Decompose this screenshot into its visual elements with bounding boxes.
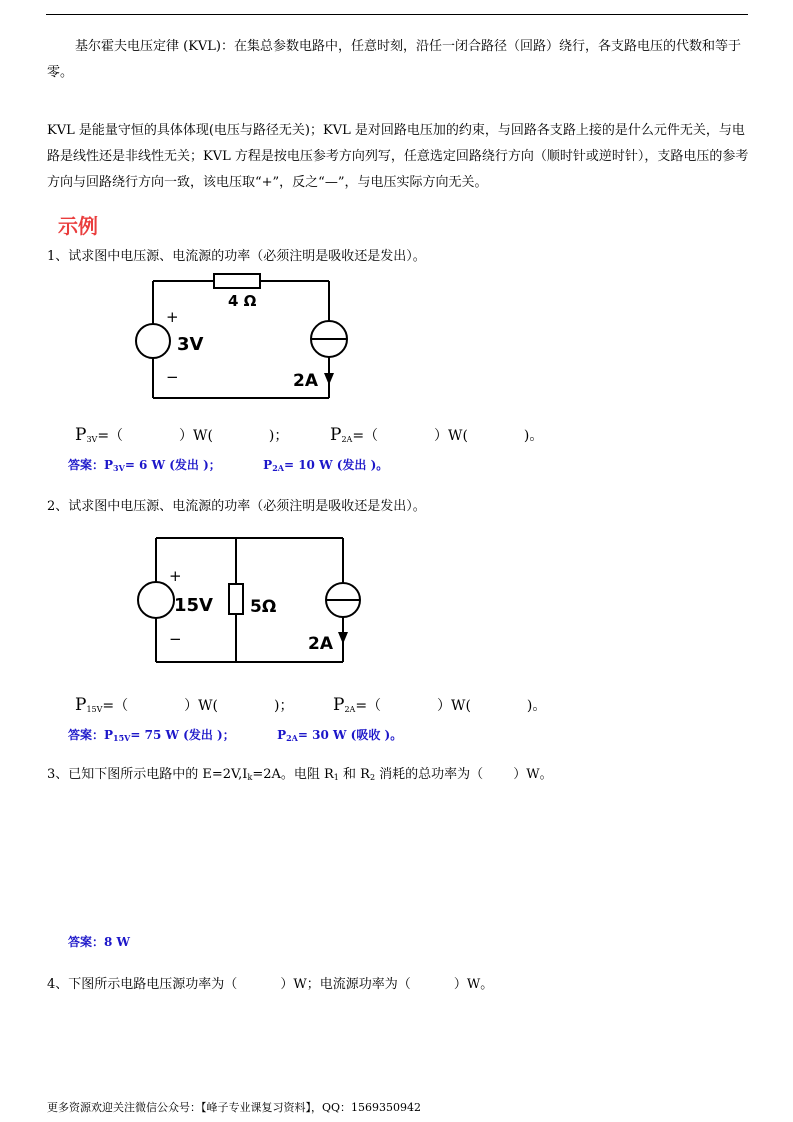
current-label: 2A (308, 634, 333, 654)
voltage-label: 15V (174, 595, 213, 616)
current-arrow (338, 632, 348, 644)
question-1: 1、试求图中电压源、电流源的功率（必须注明是吸收还是发出）。 (47, 249, 426, 264)
question-4: 4、下图所示电路电压源功率为（ ）W；电流源功率为（ ）W。 (47, 977, 494, 992)
circuit-1 (128, 270, 360, 405)
resistor (229, 584, 243, 614)
minus-sign: − (166, 368, 179, 386)
voltage-source (138, 582, 174, 618)
current-arrow (324, 373, 334, 385)
header-rule (46, 14, 748, 15)
voltage-label: 3V (177, 334, 204, 355)
circuit-2 (136, 533, 368, 668)
resistor-label: 4 Ω (228, 292, 257, 310)
q1-blank-p2a: $P_{2A}=$（ ）W( )。 (330, 425, 544, 445)
kvl-definition: 基尔霍夫电压定律 (KVL)：在集总参数电路中，任意时刻，沿任一闭合路径（回路）绕行，各支路电压的代数和等于零。 (47, 39, 742, 80)
q2-blank-p2a: $P_{2A}=$（ ）W( )。 (333, 695, 547, 715)
question-3: 3、已知下图所示电路中的 $E=2V,I_k=2A$。电阻 $R_1$ 和 $R_2$ 消耗的总功率为（ ）W。 (47, 767, 553, 782)
plus-sign: + (169, 567, 182, 585)
minus-sign: − (169, 630, 182, 648)
current-label: 2A (293, 371, 318, 391)
q1-blank-p3v: $P_{3V}=$（ ）W( )； (75, 425, 289, 445)
kvl-notes: KVL 是能量守恒的具体体现(电压与路径无关)；KVL 是对回路电压加的约束，与回路各支路上接的是什么元件无关，与电路是线性还是非线性无关；KVL 方程是按电压参考方向列写，任意选定回路绕行方向（顺时针或逆时针），支路电压的参考方向与回路绕行方向一致，该电压取“+”，反之“—”，与电压实际方向无关。 (47, 123, 749, 190)
section-title: 示例 (58, 214, 98, 238)
q2-answer: 答案：$P_{15V}= 75$ W (发出 )； $P_{2A}= 30$ W (吸收 )。 (68, 728, 403, 743)
footer-note: 更多资源欢迎关注微信公众号：【峰子专业课复习资料】，QQ：1569350942 (47, 1101, 422, 1114)
question-2: 2、试求图中电压源、电流源的功率（必须注明是吸收还是发出）。 (47, 499, 426, 514)
q2-blank-p15v: $P_{15V}=$（ ）W( )； (75, 695, 294, 715)
voltage-source (136, 324, 170, 358)
plus-sign: + (166, 308, 179, 326)
resistor-label: 5Ω (250, 597, 277, 617)
q3-answer: 答案：8 W (68, 935, 131, 949)
q1-answer: 答案：$P_{3V}= 6$ W (发出 )； $P_{2A}= 10$ W (发出 )。 (68, 458, 389, 473)
resistor (214, 274, 260, 288)
